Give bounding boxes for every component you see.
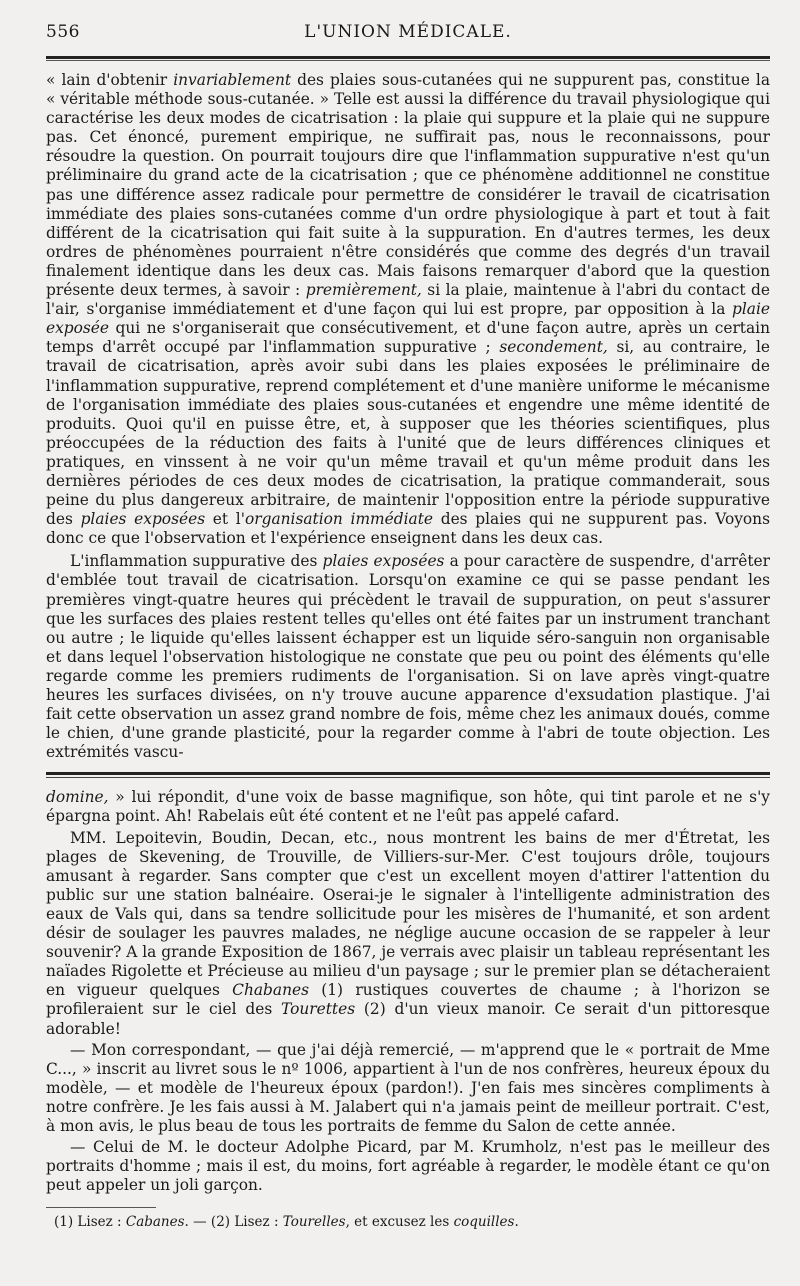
header-rule <box>46 56 770 61</box>
footnote-rule <box>46 1207 156 1208</box>
feuilleton-paragraph-3: — Mon correspondant, — que j'ai déjà remercié, — m'apprend que le « portrait de Mme C..., » inscrit au livret sous le nº 1006, appartient à l'un de nos confrères, heureux époux du modèle, — et modèle de l'heureux époux (pardon!). J'en fais mes sincères compliments à notre confrère. Je les fais aussi à M. Jalabert qui n'a jamais peint de meilleur portrait. C'est, à mon avis, le plus beau de tous les portraits de femme du Salon de cette année. <box>46 1040 770 1135</box>
feuilleton-paragraph-1: domine, » lui répondit, d'une voix de basse magnifique, son hôte, qui tint parole et ne s'y épargna point. Ah! Rabelais eût été content et ne l'eût pas appelé cafard. <box>46 788 770 826</box>
feuilleton-divider <box>46 772 770 778</box>
article-paragraph-2: L'inflammation suppurative des plaies exposées a pour caractère de suspendre, d'arrêter d'emblée tout travail de cicatrisation. Lorsqu'on examine ce qui se passe pendant les premières vingt-quatre heures qui précèdent le travail de suppuration, on peut s'assurer que les surfaces des plaies restent telles qu'elles ont été faites par un instrument tranchant ou autre ; le liquide qu'elles laissent échapper est un liquide séro-sanguin non organisable et dans lequel l'observation histologique ne constate que peu ou point des éléments qu'elle regarde comme les premiers rudiments de l'organisation. Si on lave après vingt-quatre heures les surfaces divisées, on n'y trouve aucune apparence d'exsudation plastique. J'ai fait cette observation un assez grand nombre de fois, même chez les animaux doués, comme le chien, d'une grande plasticité, pour la regarder comme à l'abri de toute objection. Les extrémités vascu- <box>46 552 771 762</box>
footnote: (1) Lisez : Cabanes. — (2) Lisez : Tourelles, et excusez les coquilles. <box>54 1214 519 1231</box>
journal-page <box>46 18 770 1231</box>
article-body <box>46 71 770 762</box>
journal-title: L'UNION MÉDICALE. <box>304 22 512 42</box>
feuilleton-paragraph-4: — Celui de M. le docteur Adolphe Picard, par M. Krumholz, n'est pas le meilleur des portraits d'homme ; mais il est, du moins, fort agréable à regarder, le modèle étant ce qu'on peut appeler un joli garçon. <box>46 1138 770 1195</box>
feuilleton-paragraph-2: MM. Lepoitevin, Boudin, Decan, etc., nous montrent les bains de mer d'Étretat, les plages de Skevening, de Trouville, de Villiers-sur-Mer. C'est toujours drôle, toujours amusant à regarder. Sans compter que c'est un excellent moyen d'attirer l'attention du public sur une station balnéaire. Oserai-je le signaler à l'intelligente administration des eaux de Vals qui, dans sa tendre sollicitude pour les misères de l'humanité, et son ardent désir de soulager les pauvres malades, ne néglige aucune occasion de se rappeler à leur souvenir? A la grande Exposition de 1867, je verrais avec plaisir un tableau représentant les naïades Rigolette et Précieuse au milieu d'un paysage ; sur le premier plan se détacheraient en vigueur quelques Chabanes (1) rustiques couvertes de chaume ; à l'horizon se profileraient sur le ciel des Tourettes (2) d'un vieux manoir. Ce serait d'un pittoresque adorable! <box>46 828 770 1038</box>
article-paragraph-1: « lain d'obtenir invariablement des plaies sous-cutanées qui ne suppurent pas, constitue la « véritable méthode sous-cutanée. » Telle est aussi la différence du travail physiologique qui caractérise les deux modes de cicatrisation : la plaie qui suppure et la plaie qui ne suppure pas. Cet énoncé, purement empirique, ne suffirait pas, nous le reconnaissons, pour résoudre la question. On pourrait toujours dire que l'inflammation suppurative n'est qu'un préliminaire du grand acte de la cicatrisation ; que ce phénomène additionnel ne constitue pas une différence assez radicale pour permettre de considérer le travail de cicatrisation immédiate des plaies sons-cutanées comme d'un ordre physiologique à part et tout à fait différent de la cicatrisation qui fait suite à la suppuration. En d'autres termes, les deux ordres de phénomènes pourraient n'être considérés que comme des degrés d'un travail finalement identique dans les deux cas. Mais faisons remarquer d'abord que la question présente deux termes, à savoir : premièrement, si la plaie, maintenue à l'abri du contact de l'air, s'organise immédiatement et d'une façon qui lui est propre, par opposition à la plaie exposée qui ne s'organiserait que consécutivement, et d'une façon autre, après un certain temps d'arrêt occupé par l'inflammation suppurative ; secondement, si, au contraire, le travail de cicatrisation, après avoir subi dans les plaies exposées le préliminaire de l'inflammation suppurative, reprend complétement et d'une manière uniforme le mécanisme de l'organisation immédiate des plaies sous-cutanées et engendre une même identité de produits. Quoi qu'il en puisse être, et, à supposer que les théories scientifiques, plus préoccupées de la réduction des faits à l'unité que de leurs différences cliniques et pratiques, en vinssent à ne voir qu'un même travail et qu'un même produit dans les dernières périodes de ces deux modes de cicatrisation, la pratique commanderait, sous peine du plus dangereux arbitraire, de maintenir l'opposition entre la période suppurative des plaies exposées et l'organisation immédiate des plaies qui ne suppurent pas. Voyons donc ce que l'observation et l'expérience enseignent dans les deux cas. <box>46 71 771 548</box>
running-header <box>46 18 770 46</box>
feuilleton-section <box>46 788 770 1195</box>
page-number: 556 <box>46 22 80 42</box>
